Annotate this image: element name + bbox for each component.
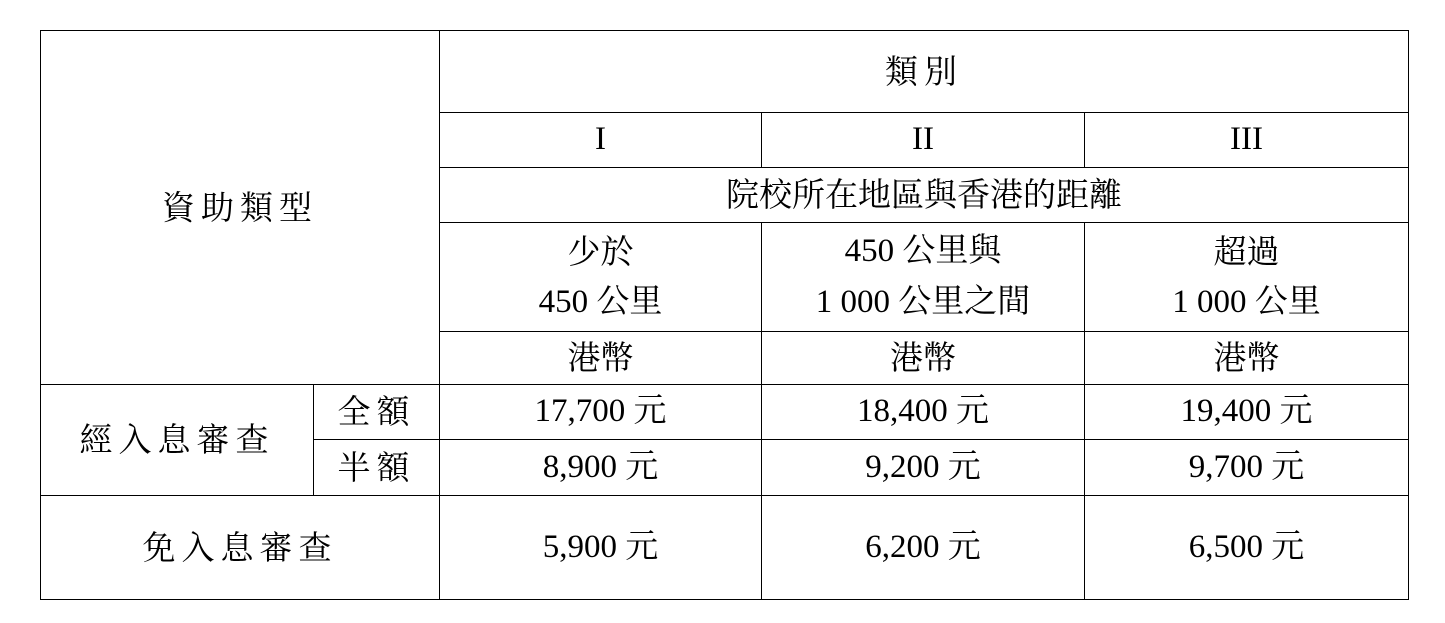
means-tested-label: 經入息審查 <box>41 385 314 496</box>
non-means-value-i: 5,900 元 <box>440 496 762 600</box>
half-amount-label: 半額 <box>314 440 440 496</box>
distance-cell-iii <box>1085 223 1409 332</box>
distance-ii-line1: 450 公里與 <box>844 232 1002 269</box>
half-value-i: 8,900 元 <box>440 440 762 496</box>
category-header: 類別 <box>440 31 1409 113</box>
distance-iii-line1: 超過 <box>1213 231 1280 271</box>
grant-table <box>40 30 1409 600</box>
half-value-iii: 9,700 元 <box>1085 440 1409 496</box>
full-value-iii: 19,400 元 <box>1085 385 1409 440</box>
full-value-ii: 18,400 元 <box>762 385 1085 440</box>
distance-i-line2: 450 公里 <box>538 284 663 320</box>
currency-ii: 港幣 <box>762 332 1085 385</box>
category-i: I <box>440 113 762 168</box>
distance-cell-i <box>440 223 762 332</box>
distance-cell-ii <box>762 223 1085 332</box>
currency-i: 港幣 <box>440 332 762 385</box>
distance-i-line1: 少於 <box>567 231 634 271</box>
non-means-tested-label: 免入息審查 <box>41 496 440 600</box>
full-value-i: 17,700 元 <box>440 385 762 440</box>
category-iii: III <box>1085 113 1409 168</box>
funding-type-header: 資助類型 <box>41 31 440 385</box>
full-amount-label: 全額 <box>314 385 440 440</box>
category-ii: II <box>762 113 1085 168</box>
distance-header: 院校所在地區與香港的距離 <box>440 168 1409 223</box>
half-value-ii: 9,200 元 <box>762 440 1085 496</box>
non-means-value-ii: 6,200 元 <box>762 496 1085 600</box>
non-means-value-iii: 6,500 元 <box>1085 496 1409 600</box>
currency-iii: 港幣 <box>1085 332 1409 385</box>
distance-ii-line2: 1 000 公里之間 <box>815 284 1031 320</box>
distance-iii-line2: 1 000 公里 <box>1172 284 1321 320</box>
